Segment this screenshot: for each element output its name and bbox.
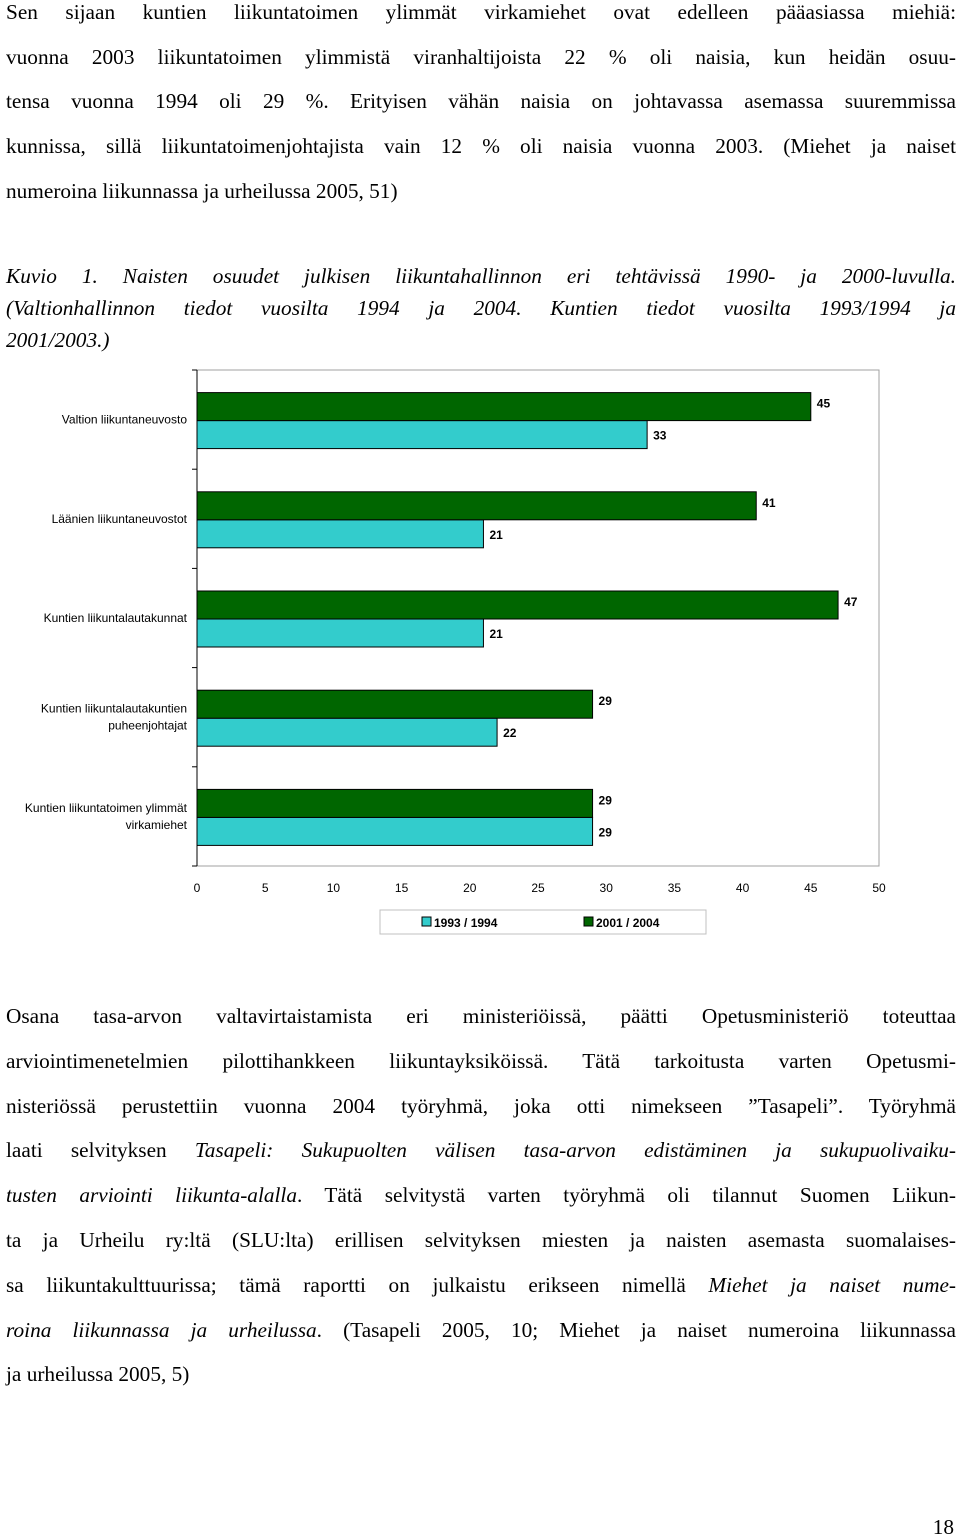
body-text: ta ja Urheilu ry:ltä (SLU:lta) erillisen selvityksen miesten ja naisten asemasta suomalaises-: [6, 1228, 956, 1252]
body-line: [6, 1049, 956, 1074]
data-label: 29: [598, 825, 612, 840]
data-label: 22: [503, 726, 517, 741]
data-label: 33: [653, 428, 667, 443]
intro-line: numeroina liikunnassa ja urheilussa 2005, 51): [6, 179, 398, 203]
legend-swatch: [422, 917, 431, 926]
bar-2001-2004: [197, 789, 593, 817]
x-tick-label: 50: [872, 881, 886, 895]
body-italic-text: Tasapeli: Sukupuolten välisen tasa-arvon edistäminen ja sukupuolivaiku-: [194, 1138, 956, 1163]
bar-2001-2004: [197, 393, 811, 421]
body-text: laati selvityksen: [6, 1138, 195, 1163]
body-text: Osana tasa-arvon valtavirtaistamista eri ministeriöissä, päätti Opetusministeriö toteuttaa: [6, 1004, 956, 1028]
category-label: Valtion liikuntaneuvosto: [61, 412, 187, 427]
category-label: virkamiehet: [125, 817, 187, 832]
data-label: 41: [762, 495, 776, 510]
x-tick-label: 30: [599, 881, 613, 895]
intro-line: vuonna 2003 liikuntatoimen ylimmistä viranhaltijoista 22 % oli naisia, kun heidän osuu-: [6, 45, 956, 69]
category-label: Kuntien liikuntalautakunnat: [43, 611, 187, 625]
bar-2001-2004: [197, 690, 593, 718]
caption-line: (Valtionhallinnon tiedot vuosilta 1994 ja 2004. Kuntien tiedot vuosilta 1993/1994 ja: [6, 296, 956, 320]
body-line: [6, 1004, 956, 1029]
legend-label: 2001 / 2004: [596, 916, 660, 930]
category-label: Kuntien liikuntalautakuntien: [40, 701, 187, 716]
body-line: [6, 1183, 956, 1208]
intro-line: Sen sijaan kuntien liikuntatoimen ylimmät virkamiehet ovat edelleen pääasiassa miehiä:: [6, 0, 956, 24]
legend-label: 1993 / 1994: [434, 916, 498, 930]
data-label: 45: [816, 396, 831, 411]
caption-line: 2001/2003.): [6, 328, 110, 352]
data-label: 29: [598, 793, 612, 808]
caption-line: Kuvio 1. Naisten osuudet julkisen liikuntahallinnon eri tehtävissä 1990- ja 2000-luvulla.: [6, 264, 956, 288]
body-italic-text: Miehet ja naiset nume-: [708, 1272, 956, 1297]
body-text: arviointimenetelmien pilottihankkeen liikuntayksiköissä. Tätä tarkoitusta varten Opetusmi-: [6, 1048, 956, 1073]
x-tick-label: 45: [804, 881, 818, 895]
body-line: [6, 1138, 956, 1163]
body-line: [6, 1362, 956, 1387]
body-text: sa liikuntakulttuurissa; tämä raportti on julkaistu erikseen nimellä: [6, 1272, 709, 1297]
page-number: 18: [932, 1515, 954, 1539]
x-tick-label: 35: [667, 881, 682, 895]
body-line: [6, 1228, 956, 1253]
category-label: Läänien liikuntaneuvostot: [51, 511, 187, 526]
bar-1993-1994: [197, 619, 483, 647]
body-line: [6, 1318, 956, 1343]
category-label: puheenjohtajat: [108, 718, 187, 733]
category-label: Kuntien liikuntatoimen ylimmät: [24, 800, 187, 815]
x-tick-label: 5: [261, 881, 269, 895]
x-tick-label: 10: [326, 881, 341, 895]
data-label: 21: [489, 527, 503, 542]
bar-2001-2004: [197, 492, 756, 520]
body-text: . (Tasapeli 2005, 10; Miehet ja naiset numeroina liikunnassa: [316, 1317, 956, 1342]
intro-line: kunnissa, sillä liikuntatoimenjohtajista vain 12 % oli naisia vuonna 2003. (Miehet ja naiset: [6, 134, 956, 158]
intro-line: tensa vuonna 1994 oli 29 %. Erityisen vähän naisia on johtavassa asemassa suuremmissa: [6, 89, 956, 113]
data-label: 47: [844, 595, 858, 609]
x-tick-label: 15: [394, 881, 409, 895]
legend-swatch: [584, 917, 593, 926]
body-text: ja urheilussa 2005, 5): [6, 1362, 190, 1387]
body-text: . Tätä selvitystä varten työryhmä oli tilannut Suomen Liikun-: [297, 1183, 956, 1208]
bar-1993-1994: [197, 718, 497, 746]
bar-1993-1994: [197, 421, 647, 449]
bar-1993-1994: [197, 520, 483, 548]
body-italic-text: tusten arviointi liikunta-alalla: [6, 1183, 298, 1208]
body-text: nisteriössä perustettiin vuonna 2004 työryhmä, joka otti nimekseen ”Tasapeli”. Työryhmä: [6, 1093, 956, 1118]
body-line: [6, 1094, 956, 1119]
data-label: 21: [489, 627, 503, 641]
bar-2001-2004: [197, 591, 838, 619]
bar-1993-1994: [197, 817, 593, 845]
body-italic-text: roina liikunnassa ja urheilussa: [6, 1317, 317, 1342]
bar-chart: [0, 360, 960, 940]
x-tick-label: 40: [735, 881, 750, 895]
x-tick-label: 25: [531, 881, 545, 895]
data-label: 29: [598, 694, 612, 709]
x-tick-label: 20: [463, 881, 477, 895]
body-line: [6, 1273, 956, 1298]
x-tick-label: 0: [193, 881, 201, 895]
